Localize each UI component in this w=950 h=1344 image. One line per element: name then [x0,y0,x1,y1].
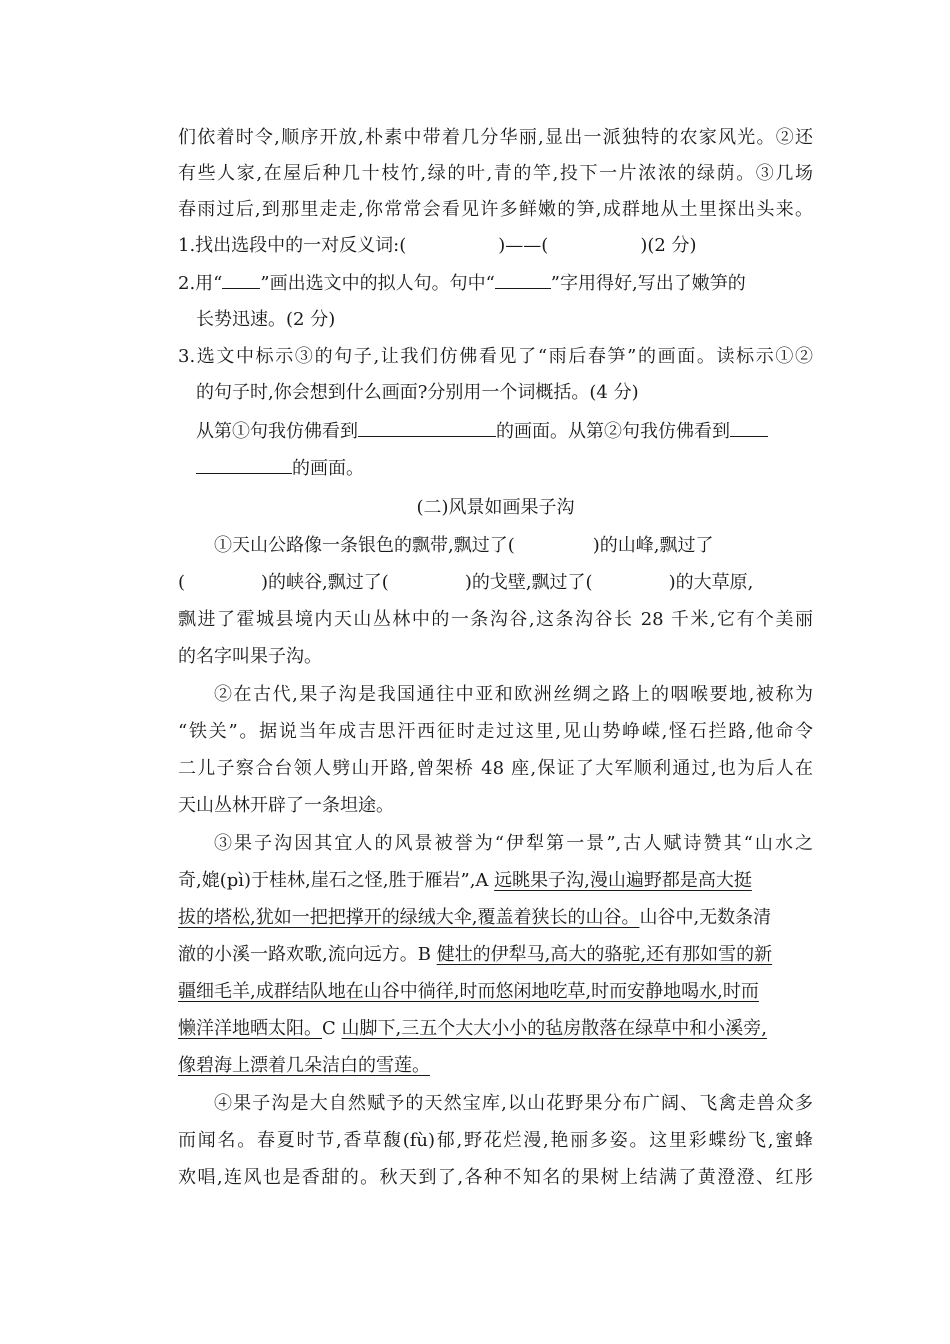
text: )的峡谷,飘过了( [261,572,389,593]
underlined-sentence-a: 拔的塔松,犹如一把把撑开的绿绒大伞,覆盖着狭长的山谷。 [178,907,640,928]
paragraph-3-line [178,867,813,895]
question-1 [178,232,813,260]
answer-blank[interactable] [495,270,551,289]
paragraph-4-line: 而闻名。春夏时节,香草馥(fù)郁,野花烂漫,艳丽多姿。这里彩蝶纷飞,蜜蜂 [178,1130,813,1151]
text: ( [178,572,186,593]
paragraph-2-line: 天山丛林开辟了一条坦途。 [178,795,394,816]
underlined-sentence-c: 像碧海上漂着几朵洁白的雪莲。 [178,1055,430,1076]
question-3-answer [196,418,813,446]
paragraph-4-line: ④果子沟是大自然赋予的天然宝库,以山花野果分布广阔、飞禽走兽众多 [214,1093,813,1114]
answer-blank[interactable] [730,418,768,437]
question-text: 2.用“ [178,273,223,294]
underlined-sentence-c: 山脚下,三五个大大小小的毡房散落在绿草中和小溪旁, [341,1018,767,1039]
answer-blank[interactable] [196,455,292,474]
text: )的戈壁,飘过了( [464,572,593,593]
text: 山谷中,无数条清 [639,907,772,928]
question-text: 1.找出选段中的一对反义词:( [178,235,407,256]
underlined-sentence-b: 懒洋洋地晒太阳。 [178,1018,322,1039]
paragraph-4-line: 欢唱,连风也是香甜的。秋天到了,各种不知名的果树上结满了黄澄澄、红彤 [178,1167,813,1188]
question-text: 的画面。 [292,458,364,479]
text: )的大草原, [668,572,754,593]
text: C [322,1018,342,1039]
text: )的山峰,飘过了 [592,535,714,556]
passage-line: 们依着时令,顺序开放,朴素中带着几分华丽,显出一派独特的农家风光。②还 [178,127,813,148]
answer-blank[interactable] [222,270,260,289]
answer-blank[interactable] [358,418,496,437]
paragraph-1-line [178,569,813,597]
paragraph-1-line: 飘进了霍城县境内天山丛林中的一条沟谷,这条沟谷长 28 千米,它有个美丽 [178,609,813,630]
question-text: )(2 分) [640,235,697,256]
question-text: 从第①句我仿佛看到 [196,421,358,442]
question-text: )——( [498,235,549,256]
underlined-sentence-a: 远眺果子沟,漫山遍野都是高大挺 [494,870,752,891]
paragraph-1-line: 的名字叫果子沟。 [178,646,322,667]
paragraph-2-line: “铁关”。据说当年成吉思汗西征时走过这里,见山势峥嵘,怪石拦路,他命令 [178,721,813,742]
paragraph-2-line: ②在古代,果子沟是我国通往中亚和欧洲丝绸之路上的咽喉要地,被称为 [214,684,813,705]
passage-line: 有些人家,在屋后种几十枝竹,绿的叶,青的竿,投下一片浓浓的绿荫。③几场 [178,163,813,184]
question-2-cont: 长势迅速。(2 分) [196,309,336,330]
paragraph-3-line [178,978,813,1006]
underlined-sentence-b: 健壮的伊犁马,高大的骆驼,还有那如雪的新 [436,944,773,965]
passage-line: 春雨过后,到那里走走,你常常会看见许多鲜嫩的笋,成群地从土里探出头来。 [178,199,813,220]
question-3: 3.选文中标示③的句子,让我们仿佛看见了“雨后春笋”的画面。读标示①② [178,346,813,367]
question-3-answer-cont [196,455,813,483]
paragraph-3-line [178,1015,813,1043]
text: 奇,媲(pì)于桂林,崖石之怪,胜于雁岩”,A [178,870,495,891]
paragraph-3-line [178,1052,813,1080]
question-text: 的画面。从第②句我仿佛看到 [496,421,730,442]
text: 澈的小溪一路欢歌,流向远方。B [178,944,437,965]
underlined-sentence-b: 疆细毛羊,成群结队地在山谷中徜徉,时而悠闲地吃草,时而安静地喝水,时而 [178,981,759,1002]
paragraph-3-line [178,904,813,932]
paragraph-3-line [178,941,813,969]
paragraph-2-line: 二儿子察合台领人劈山开路,曾架桥 48 座,保证了大军顺利通过,也为后人在 [178,758,813,779]
section-title: (二)风景如画果子沟 [416,497,575,518]
question-2 [178,270,813,298]
question-text: ”画出选文中的拟人句。句中“ [260,273,495,294]
paragraph-3-line: ③果子沟因其宜人的风景被誉为“伊犁第一景”,古人赋诗赞其“山水之 [214,833,813,854]
question-3-cont: 的句子时,你会想到什么画面?分别用一个词概括。(4 分) [196,382,639,403]
text: ①天山公路像一条银色的飘带,飘过了( [214,535,515,556]
paragraph-1-line [214,532,813,560]
question-text: ”字用得好,写出了嫩笋的 [550,273,746,294]
